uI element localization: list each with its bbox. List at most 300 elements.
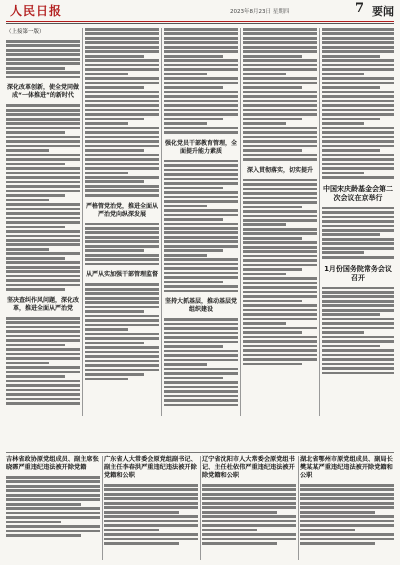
text-line bbox=[164, 258, 238, 261]
text-line bbox=[243, 210, 317, 213]
text-line bbox=[6, 288, 65, 291]
subheadline: 从严从实加强干部管理监督 bbox=[85, 271, 158, 279]
text-line bbox=[6, 270, 80, 273]
text-line bbox=[164, 372, 238, 375]
text-line bbox=[164, 113, 238, 116]
text-line bbox=[6, 136, 80, 139]
text-line bbox=[300, 493, 394, 496]
text-line bbox=[85, 122, 128, 125]
text-line bbox=[243, 179, 317, 182]
text-line bbox=[85, 82, 159, 85]
body-text bbox=[202, 484, 296, 545]
text-line bbox=[85, 55, 144, 58]
text-line bbox=[164, 73, 207, 76]
body-text bbox=[6, 104, 80, 290]
text-line bbox=[85, 91, 159, 94]
text-line bbox=[164, 249, 223, 252]
text-line bbox=[6, 226, 65, 229]
text-line bbox=[6, 158, 80, 161]
text-line bbox=[243, 259, 317, 262]
text-line bbox=[243, 28, 317, 31]
text-line bbox=[85, 77, 159, 80]
text-line bbox=[243, 37, 317, 40]
text-line bbox=[243, 322, 286, 325]
text-line bbox=[6, 252, 80, 255]
text-line bbox=[6, 476, 100, 479]
text-line bbox=[202, 520, 296, 523]
text-line bbox=[322, 345, 380, 348]
text-line bbox=[6, 275, 80, 278]
text-line bbox=[6, 485, 100, 488]
text-line bbox=[6, 243, 80, 246]
text-line bbox=[322, 300, 394, 303]
bottom-article-1 bbox=[6, 456, 100, 539]
text-line bbox=[6, 172, 80, 175]
text-line bbox=[85, 86, 144, 89]
text-line bbox=[104, 493, 198, 496]
text-line bbox=[85, 301, 159, 304]
text-line bbox=[243, 255, 317, 258]
text-line bbox=[6, 235, 80, 238]
text-line bbox=[164, 32, 238, 35]
text-line bbox=[243, 64, 317, 67]
text-line bbox=[243, 215, 317, 218]
text-line bbox=[6, 53, 80, 56]
text-line bbox=[164, 377, 223, 380]
text-line bbox=[243, 345, 317, 348]
text-line bbox=[6, 71, 80, 74]
text-line bbox=[6, 127, 80, 130]
text-line bbox=[164, 127, 238, 130]
text-line bbox=[300, 538, 394, 541]
text-line bbox=[322, 322, 394, 325]
masthead bbox=[0, 0, 400, 22]
text-line bbox=[322, 149, 380, 152]
text-line bbox=[243, 327, 317, 330]
text-line bbox=[322, 211, 394, 214]
text-line bbox=[300, 520, 394, 523]
text-line bbox=[322, 55, 380, 58]
text-line bbox=[6, 109, 80, 112]
text-line bbox=[6, 516, 100, 519]
text-line bbox=[85, 180, 144, 183]
text-line bbox=[164, 336, 238, 339]
text-line bbox=[322, 247, 394, 250]
text-line bbox=[243, 300, 302, 303]
text-line bbox=[322, 77, 394, 80]
text-line bbox=[6, 284, 80, 287]
text-line bbox=[6, 525, 100, 528]
text-line bbox=[322, 127, 394, 130]
text-line bbox=[164, 223, 238, 226]
text-line bbox=[164, 327, 238, 330]
text-line bbox=[6, 503, 81, 506]
text-line bbox=[104, 524, 198, 527]
text-line bbox=[243, 82, 317, 85]
text-line bbox=[6, 512, 100, 515]
text-line bbox=[164, 77, 238, 80]
text-line bbox=[85, 315, 159, 318]
text-line bbox=[243, 313, 317, 316]
text-line bbox=[6, 393, 80, 396]
text-line bbox=[6, 76, 80, 79]
text-line bbox=[202, 497, 296, 500]
text-line bbox=[85, 28, 159, 31]
text-line bbox=[300, 529, 355, 532]
text-line bbox=[85, 113, 159, 116]
column-divider bbox=[298, 456, 299, 560]
text-line bbox=[243, 68, 317, 71]
text-line bbox=[322, 304, 394, 307]
text-line bbox=[85, 319, 159, 322]
text-line bbox=[85, 227, 159, 230]
masthead-rule bbox=[6, 21, 394, 22]
text-line bbox=[322, 256, 394, 259]
text-line bbox=[322, 318, 394, 321]
text-line bbox=[322, 131, 394, 134]
text-line bbox=[243, 201, 317, 204]
text-line bbox=[164, 55, 223, 58]
text-line bbox=[322, 100, 394, 103]
text-line bbox=[243, 268, 302, 271]
text-line bbox=[202, 493, 296, 496]
text-line bbox=[85, 328, 128, 331]
text-line bbox=[6, 199, 49, 202]
text-line bbox=[6, 521, 61, 524]
text-line bbox=[85, 100, 159, 103]
article-headline: 辽宁省沈阳市人大常委会原党组书记、主任杜依伟严重违纪违法被开除党籍和公职 bbox=[202, 456, 295, 479]
text-line bbox=[243, 145, 317, 148]
text-line bbox=[85, 288, 159, 291]
text-line bbox=[322, 251, 364, 254]
text-line bbox=[243, 246, 317, 249]
text-line bbox=[322, 64, 394, 67]
issue-date: 2023年8月23日 星期四 bbox=[230, 9, 290, 15]
text-line bbox=[6, 185, 80, 188]
text-line bbox=[243, 354, 317, 357]
column-divider bbox=[82, 28, 83, 416]
body-text bbox=[300, 484, 394, 545]
text-line bbox=[243, 318, 317, 321]
text-line bbox=[243, 86, 302, 89]
text-line bbox=[164, 404, 238, 407]
text-line bbox=[6, 145, 80, 148]
article-headline: 广东省人大常委会原党组副书记、副主任李春洪严重违纪违法被开除党籍和公职 bbox=[104, 456, 197, 479]
text-line bbox=[322, 37, 394, 40]
article-headline: 吉林省政协原党组成员、副主席张晓霈严重违纪违法被开除党籍 bbox=[6, 456, 99, 471]
text-line bbox=[104, 515, 198, 518]
text-line bbox=[6, 335, 80, 338]
body-text bbox=[322, 28, 394, 179]
text-line bbox=[6, 530, 100, 533]
text-line bbox=[322, 154, 394, 157]
text-line bbox=[164, 82, 238, 85]
text-line bbox=[104, 488, 198, 491]
text-line bbox=[85, 176, 159, 179]
text-line bbox=[85, 167, 159, 170]
text-line bbox=[85, 73, 128, 76]
text-line bbox=[243, 127, 317, 130]
text-line bbox=[85, 37, 159, 40]
text-line bbox=[164, 28, 238, 31]
page-number: 7 bbox=[354, 1, 364, 16]
text-line bbox=[85, 189, 159, 192]
text-line bbox=[322, 363, 394, 366]
text-line bbox=[322, 104, 394, 107]
text-line bbox=[6, 113, 80, 116]
text-line bbox=[300, 533, 394, 536]
text-line bbox=[322, 167, 394, 170]
text-line bbox=[243, 277, 317, 280]
text-line bbox=[85, 346, 159, 349]
subheadline: 深入贯彻落实，切实提升 bbox=[246, 166, 313, 174]
text-line bbox=[85, 127, 159, 130]
text-line bbox=[164, 399, 238, 402]
text-line bbox=[322, 163, 394, 166]
text-line bbox=[300, 497, 394, 500]
text-line bbox=[85, 140, 159, 143]
text-line bbox=[85, 373, 144, 376]
text-line bbox=[243, 131, 317, 134]
text-line bbox=[164, 386, 238, 389]
text-line bbox=[104, 538, 198, 541]
text-line bbox=[6, 203, 80, 206]
text-line bbox=[164, 109, 238, 112]
body-text bbox=[322, 287, 394, 375]
text-line bbox=[6, 371, 80, 374]
subheadline: 强化党员干部教育管理，全面提升能力素质 bbox=[164, 139, 237, 155]
text-line bbox=[6, 217, 80, 220]
text-line bbox=[322, 291, 394, 294]
text-line bbox=[164, 104, 238, 107]
text-line bbox=[85, 118, 144, 121]
text-line bbox=[85, 342, 144, 345]
newspaper-logo: 人民日报 bbox=[10, 4, 63, 18]
text-line bbox=[164, 231, 238, 234]
text-line bbox=[85, 297, 159, 300]
text-line bbox=[85, 154, 159, 157]
column-divider bbox=[240, 28, 241, 416]
text-line bbox=[85, 240, 159, 243]
text-line bbox=[243, 113, 317, 116]
text-line bbox=[164, 341, 238, 344]
body-text bbox=[322, 207, 394, 259]
subheadline: 坚持大抓基层，推动基层党组织建设 bbox=[164, 298, 237, 314]
text-line bbox=[85, 333, 159, 336]
text-line bbox=[6, 49, 80, 52]
text-line bbox=[202, 515, 296, 518]
text-line bbox=[85, 310, 144, 313]
text-line bbox=[164, 359, 238, 362]
text-line bbox=[85, 254, 159, 257]
text-line bbox=[243, 95, 317, 98]
text-line bbox=[322, 176, 394, 179]
text-line bbox=[322, 207, 394, 210]
text-line bbox=[104, 502, 198, 505]
text-line bbox=[85, 185, 159, 188]
text-line bbox=[164, 363, 207, 366]
text-line bbox=[6, 44, 80, 47]
text-line bbox=[322, 358, 394, 361]
text-line bbox=[85, 337, 159, 340]
body-text bbox=[243, 28, 317, 161]
text-line bbox=[6, 167, 80, 170]
column-divider bbox=[319, 28, 320, 416]
text-line bbox=[322, 229, 394, 232]
text-line bbox=[85, 131, 159, 134]
text-line bbox=[6, 480, 100, 483]
body-text bbox=[85, 283, 159, 380]
text-line bbox=[243, 46, 317, 49]
text-line bbox=[322, 349, 394, 352]
text-line bbox=[243, 309, 317, 312]
text-line bbox=[322, 220, 394, 223]
text-line bbox=[243, 154, 317, 157]
text-line bbox=[6, 330, 80, 333]
text-line bbox=[243, 104, 317, 107]
text-line bbox=[322, 295, 394, 298]
text-line bbox=[164, 50, 238, 53]
text-line bbox=[6, 398, 80, 401]
text-line bbox=[85, 158, 159, 161]
text-line bbox=[85, 292, 159, 295]
text-line bbox=[164, 290, 238, 293]
text-line bbox=[243, 340, 317, 343]
text-line bbox=[164, 160, 238, 163]
text-line bbox=[85, 306, 159, 309]
masthead-rule-thin bbox=[6, 23, 394, 24]
text-line bbox=[6, 239, 80, 242]
text-line bbox=[322, 172, 364, 175]
text-line bbox=[322, 32, 394, 35]
text-line bbox=[243, 55, 302, 58]
text-line bbox=[322, 91, 394, 94]
text-line bbox=[300, 524, 394, 527]
text-line bbox=[322, 140, 394, 143]
text-line bbox=[322, 46, 394, 49]
text-line bbox=[6, 348, 80, 351]
text-line bbox=[104, 533, 198, 536]
body-text bbox=[6, 317, 80, 405]
text-line bbox=[202, 542, 277, 545]
text-line bbox=[164, 354, 238, 357]
text-line bbox=[6, 194, 65, 197]
text-line bbox=[164, 164, 238, 167]
text-line bbox=[322, 122, 364, 125]
text-line bbox=[243, 232, 317, 235]
text-line bbox=[85, 223, 159, 226]
text-line bbox=[6, 489, 100, 492]
text-line bbox=[322, 109, 394, 112]
text-line bbox=[164, 41, 238, 44]
text-line bbox=[243, 122, 286, 125]
text-line bbox=[6, 362, 49, 365]
text-line bbox=[6, 261, 80, 264]
text-line bbox=[243, 59, 317, 62]
text-line bbox=[85, 364, 159, 367]
text-line bbox=[300, 502, 394, 505]
text-line bbox=[6, 402, 80, 405]
text-line bbox=[322, 354, 394, 357]
text-line bbox=[322, 158, 394, 161]
text-line bbox=[6, 279, 80, 282]
text-line bbox=[243, 183, 317, 186]
text-line bbox=[322, 372, 394, 375]
text-line bbox=[243, 109, 317, 112]
text-line bbox=[104, 497, 198, 500]
text-line bbox=[85, 283, 159, 286]
text-line bbox=[202, 502, 296, 505]
text-line bbox=[85, 231, 159, 234]
text-line bbox=[6, 317, 80, 320]
body-text bbox=[85, 223, 159, 266]
text-line bbox=[85, 32, 159, 35]
text-line bbox=[243, 223, 286, 226]
text-line bbox=[85, 236, 159, 239]
text-line bbox=[85, 145, 159, 148]
text-line bbox=[243, 206, 302, 209]
text-line bbox=[300, 488, 394, 491]
text-line bbox=[85, 369, 159, 372]
text-line bbox=[243, 158, 317, 161]
text-line bbox=[322, 233, 380, 236]
bottom-article-4 bbox=[300, 456, 394, 547]
text-line bbox=[6, 118, 80, 121]
text-line bbox=[164, 254, 207, 257]
text-line bbox=[6, 67, 65, 70]
text-line bbox=[243, 273, 286, 276]
text-line bbox=[6, 176, 80, 179]
text-line bbox=[6, 104, 80, 107]
text-line bbox=[164, 95, 238, 98]
text-line bbox=[322, 28, 394, 31]
text-line bbox=[6, 149, 49, 152]
text-line bbox=[6, 257, 65, 260]
text-line bbox=[202, 488, 296, 491]
text-line bbox=[6, 266, 80, 269]
text-line bbox=[164, 122, 207, 125]
body-text bbox=[164, 28, 238, 134]
text-line bbox=[300, 542, 375, 545]
body-text bbox=[164, 160, 238, 293]
text-line bbox=[164, 178, 238, 181]
text-line bbox=[164, 218, 223, 221]
text-line bbox=[6, 208, 80, 211]
text-line bbox=[322, 313, 380, 316]
text-line bbox=[322, 136, 394, 139]
text-line bbox=[202, 529, 257, 532]
text-line bbox=[243, 286, 317, 289]
article-headline: 湖北省鄂州市原党组成员、副局长樊某某严重违纪违法被开除党籍和公职 bbox=[300, 456, 393, 479]
text-line bbox=[85, 46, 159, 49]
text-line bbox=[322, 309, 394, 312]
text-line bbox=[85, 351, 159, 354]
text-line bbox=[243, 304, 317, 307]
text-line bbox=[6, 230, 80, 233]
text-line bbox=[243, 136, 317, 139]
text-line bbox=[164, 209, 238, 212]
text-line bbox=[164, 281, 223, 284]
text-line bbox=[164, 276, 238, 279]
text-line bbox=[85, 378, 128, 381]
text-line bbox=[322, 238, 394, 241]
body-text bbox=[6, 40, 80, 78]
text-line bbox=[243, 188, 317, 191]
text-line bbox=[164, 205, 207, 208]
text-line bbox=[164, 368, 238, 371]
text-line bbox=[243, 91, 317, 94]
text-line bbox=[164, 46, 238, 49]
